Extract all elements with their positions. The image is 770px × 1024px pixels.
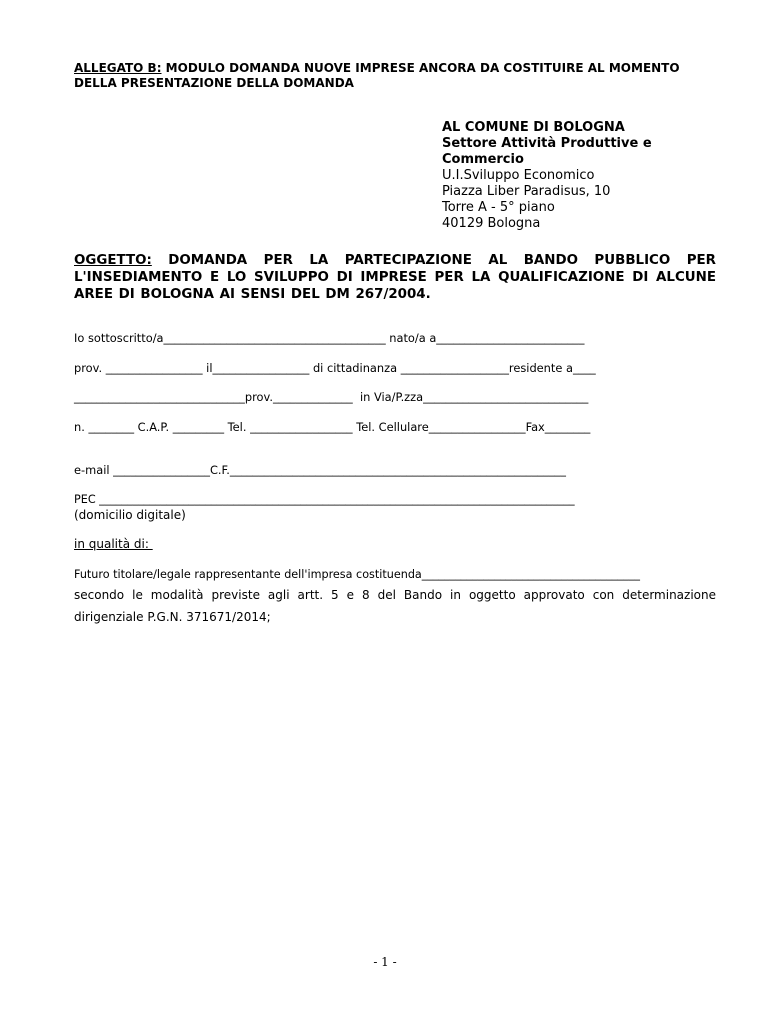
recipient-line-2: Settore Attività Produttive e xyxy=(442,136,652,151)
oggetto-label: OGGETTO: xyxy=(74,253,152,268)
form-line-email[interactable]: e-mail _________________C.F.___________________________________________________________ xyxy=(74,463,566,477)
page-number: - 1 - xyxy=(373,955,397,969)
recipient-address xyxy=(442,120,732,232)
recipient-line-4: U.I.Sviluppo Economico xyxy=(442,168,595,183)
recipient-line-3: Commercio xyxy=(442,152,524,167)
recipient-line-1: AL COMUNE DI BOLOGNA xyxy=(442,120,625,135)
form-line-name[interactable]: Io sottoscritto/a_______________________________________ nato/a a__________________________ xyxy=(74,331,585,345)
allegato-label: ALLEGATO B: xyxy=(74,61,162,75)
qualita-label: in qualità di: xyxy=(74,537,153,551)
secondo-paragraph: secondo le modalità previste agli artt. 5 e 8 del Bando in oggetto approvato con determinazione dirigenziale P.G.N. 371671/2014; xyxy=(74,588,716,624)
form-line-province[interactable]: prov. _________________ il_________________ di cittadinanza ___________________residente a____ xyxy=(74,361,596,375)
subject-block xyxy=(74,252,716,303)
form-line-contacts[interactable]: n. ________ C.A.P. _________ Tel. __________________ Tel. Cellulare_________________Fax________ xyxy=(74,420,591,434)
form-line-address[interactable]: ______________________________prov.______________ in Via/P.zza_____________________________ xyxy=(74,390,589,404)
form-line-pec[interactable]: PEC _____________________________________________________________________________________ xyxy=(74,493,575,506)
pec-note: (domicilio digitale) xyxy=(74,508,186,522)
form-line-futuro[interactable]: Futuro titolare/legale rappresentante dell'impresa costituenda_______________________________________ xyxy=(74,568,640,581)
recipient-line-6: Torre A - 5° piano xyxy=(442,200,555,215)
document-header xyxy=(74,61,724,91)
recipient-line-7: 40129 Bologna xyxy=(442,216,541,231)
header-title: MODULO DOMANDA NUOVE IMPRESE ANCORA DA COSTITUIRE AL MOMENTO DELLA PRESENTAZIONE DELLA DOMANDA xyxy=(74,61,680,90)
oggetto-text: DOMANDA PER LA PARTECIPAZIONE AL BANDO PUBBLICO PER L'INSEDIAMENTO E LO SVILUPPO DI IMPRESE PER LA QUALIFICAZIONE DI ALCUNE AREE DI BOLOGNA AI SENSI DEL DM 267/2004. xyxy=(74,253,716,302)
recipient-line-5: Piazza Liber Paradisus, 10 xyxy=(442,184,611,199)
